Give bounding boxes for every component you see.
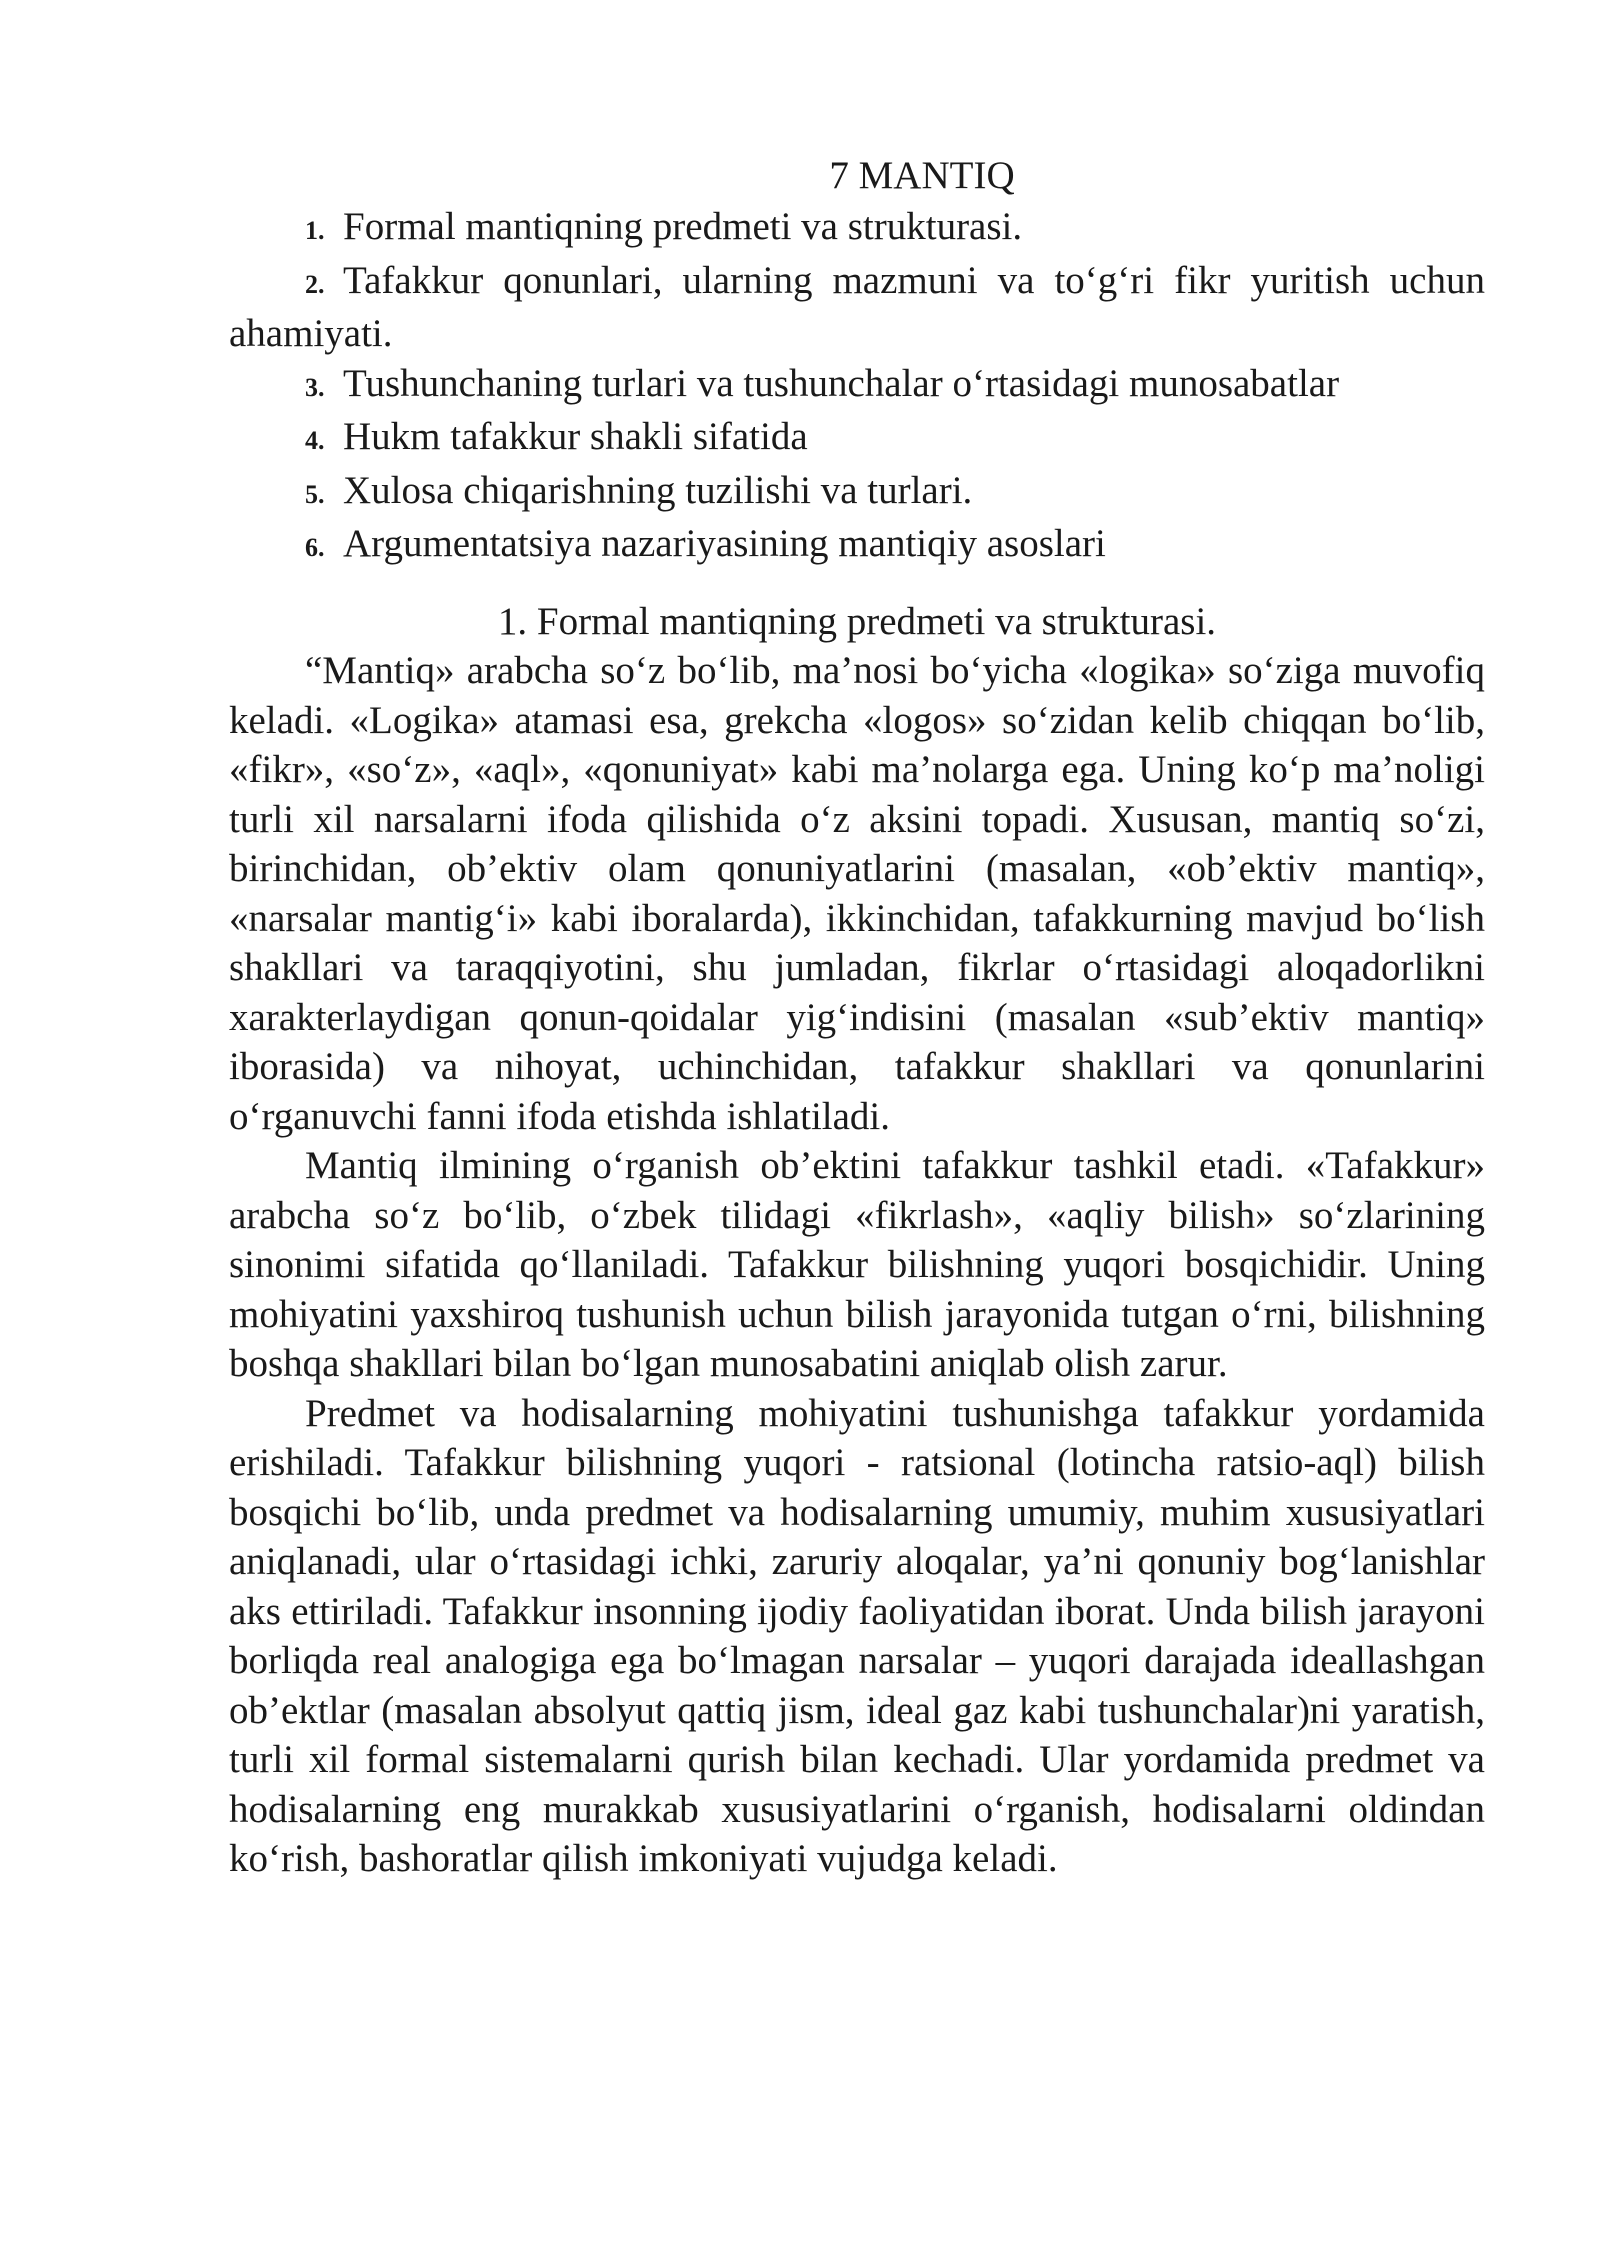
topic-text: Argumentatsiya nazariyasining mantiqiy asoslari — [343, 522, 1106, 565]
topic-number: 4. — [305, 426, 325, 455]
page-title: 7 MANTIQ — [829, 154, 1015, 197]
body-paragraph: Mantiq ilmining o‘rganish ob’ektini tafakkur tashkil etadi. «Tafakkur» arabcha so‘z bo‘lib, o‘zbek tilidagi «fikrlash», «aqliy bilish» so‘zlarining sinonimi sifatida qo‘llaniladi. Tafakkur bilishning yuqori bosqichidir. Uning mohiyatini yaxshiroq tushunish uchun bilish jarayonida tutgan o‘rni, bilishning boshqa shakllari bilan bo‘lgan munosabatini aniqlab olish zarur. — [229, 1144, 1485, 1385]
topic-number: 6. — [305, 533, 325, 562]
topic-number: 2. — [305, 269, 325, 299]
topic-item — [229, 412, 1485, 466]
topic-text: Tushunchaning turlari va tushunchalar o‘rtasidagi munosabatlar — [343, 361, 1340, 405]
document-page — [229, 150, 1485, 1884]
topic-list — [229, 202, 1485, 573]
topic-item — [229, 359, 1485, 413]
topic-item — [229, 519, 1485, 573]
topic-item — [229, 202, 1485, 256]
body-paragraph: Predmet va hodisalarning mohiyatini tushunishga tafakkur yordamida erishiladi. Tafakkur bilishning yuqori - ratsional (lotincha ratsio-aql) bilish bosqichi bo‘lib, unda predmet va hodisalarning umumiy, muhim xususiyatlari aniqlanadi, ular o‘rtasidagi ichki, zaruriy aloqalar, ya’ni qonuniy bog‘lanishlar aks ettiriladi. Tafakkur insonning ijodiy faoliyatidan iborat. Unda bilish jarayoni borliqda real analogiga ega bo‘lmagan narsalar – yuqori darajada ideallashgan ob’ektlar (masalan absolyut qattiq jism, ideal gaz kabi tushunchalar)ni yaratish, turli xil formal sistemalarni qurish bilan kechadi. Ular yordamida predmet va hodisalarning eng murakkab xususiyatlarini o‘rganish, hodisalarni oldindan ko‘rish, bashoratlar qilish imkoniyati vujudga keladi. — [229, 1391, 1485, 1880]
topic-text: Formal mantiqning predmeti va strukturasi. — [343, 205, 1023, 248]
topic-item — [229, 466, 1485, 520]
topic-number: 5. — [305, 479, 325, 509]
topic-text: Tafakkur qonunlari, ularning mazmuni va to‘g‘ri fikr yuritish uchun ahamiyati. — [229, 258, 1485, 355]
topic-number: 1. — [305, 216, 325, 245]
topic-number: 3. — [305, 372, 325, 402]
body-paragraph: “Mantiq» arabcha so‘z bo‘lib, ma’nosi bo‘yicha «logika» so‘ziga muvofiq keladi. «Logika» atamasi esa, grekcha «logos» so‘zidan kelib chiqqan bo‘lib, «fikr», «so‘z», «aql», «qonuniyat» kabi ma’nolarga ega. Uning ko‘p ma’noligi turli xil narsalarni ifoda qilishida o‘z aksini topadi. Xususan, mantiq so‘zi, birinchidan, ob’ektiv olam qonuniyatlarini (masalan, «ob’ektiv mantiq», «narsalar mantig‘i» kabi iboralarda), ikkinchidan, tafakkurning mavjud bo‘lish shakllari va taraqqiyotini, shu jumladan, fikrlar o‘rtasidagi aloqadorlikni xarakterlaydigan qonun-qoidalar yig‘indisini (masalan «sub’ektiv mantiq» iborasida) va nihoyat, uchinchidan, tafakkur shakllari va qonunlarini o‘rganuvchi fanni ifoda etishda ishlatiladi. — [229, 649, 1485, 1138]
section-heading: 1. Formal mantiqning predmeti va strukturasi. — [497, 599, 1217, 643]
topic-item — [229, 256, 1485, 359]
topic-text: Hukm tafakkur shakli sifatida — [343, 415, 808, 458]
topic-text: Xulosa chiqarishning tuzilishi va turlari. — [343, 468, 973, 512]
